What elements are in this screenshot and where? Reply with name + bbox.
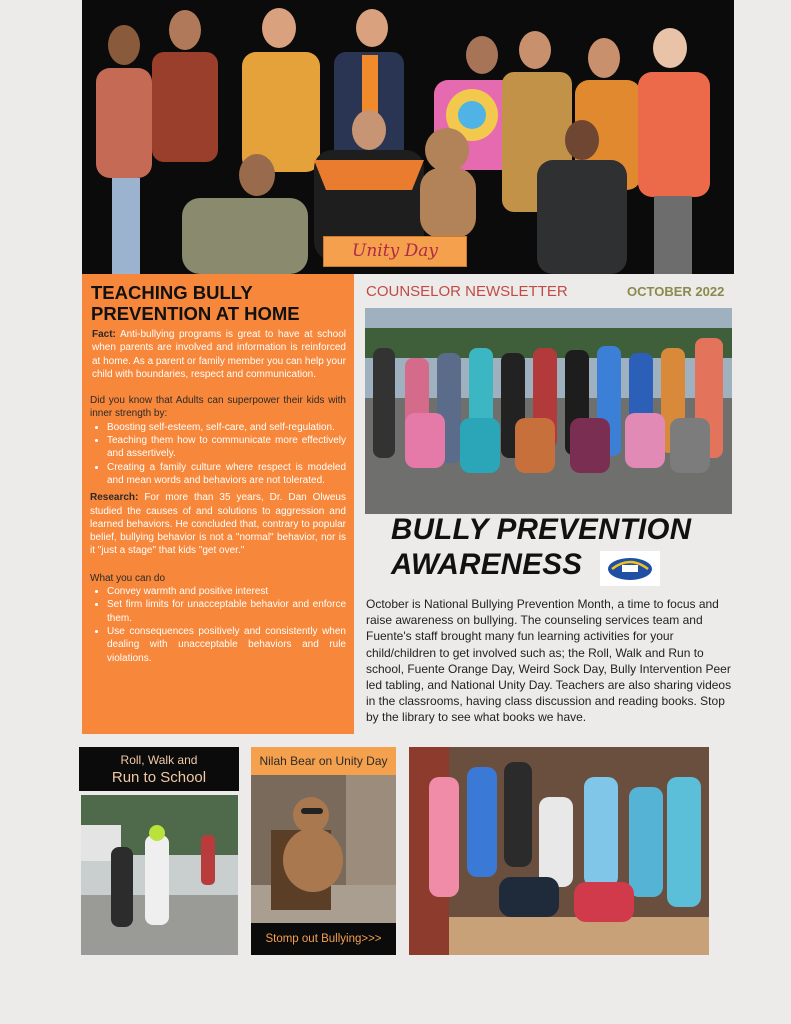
research-paragraph xyxy=(90,491,346,557)
awareness-body: October is National Bullying Prevention Month, a time to focus and raise awareness on bullying. The counseling services team and Fuente's staff brought many fun learning activities for your child/children to get involved such as; the Roll, Walk and Run to school, Fuente Orange Day, Weird Sock Day, Bully Intervention Peer led tabling, and National Unity Day. Teachers are also sharing videos in the classrooms, having class discussion and reading books. Stop by the library to see what books we have. xyxy=(366,597,732,725)
staff-group-photo xyxy=(82,0,734,274)
list-item: • Creating a family culture where respect is modeled and mean words and behaviors are not tolerated. xyxy=(107,461,346,488)
list-item: • Boosting self-esteem, self-care, and self-regulation. xyxy=(107,421,346,434)
superpower-list xyxy=(90,421,346,487)
roll-walk-run-photo xyxy=(81,795,238,955)
fact-text: Anti-bullying programs is great to have at school when parents are involved and information is reinforced at home. As a parent or family member you can help your child with boundaries, respect and communication. xyxy=(92,329,347,380)
nilah-bear-photo xyxy=(251,775,396,923)
awareness-title-line1: BULLY PREVENTION xyxy=(391,513,692,546)
list-item: • Set firm limits for unacceptable behavior and enforce them. xyxy=(107,598,346,625)
school-logo-icon xyxy=(600,551,660,586)
research-text: For more than 35 years, Dr. Dan Olweus studied the causes of and solutions to aggression and learned behaviors. He concluded that, contrary to popular belief, bullying behavior is not a "normal" behavior, nor is it "just a stage" that kids "get over." xyxy=(90,492,346,557)
did-you-know: Did you know that Adults can superpower their kids with inner strength by: xyxy=(90,395,346,420)
research-label: Research: xyxy=(90,492,139,504)
weird-sock-day-photo xyxy=(409,747,709,955)
left-title-line2: PREVENTION AT HOME xyxy=(91,303,300,324)
roll-walk-run-caption xyxy=(79,747,239,791)
awareness-title-line2: AWARENESS xyxy=(391,548,583,581)
left-title-line1: TEACHING BULLY xyxy=(91,282,253,303)
list-item: • Teaching them how to communicate more effectively and assertively. xyxy=(107,434,346,461)
list-item: • Convey warmth and positive interest xyxy=(107,585,346,598)
what-you-can-do: What you can do xyxy=(90,572,166,584)
list-item: • Use consequences positively and consistently when dealing with unacceptable behaviors and rule violations. xyxy=(107,625,346,665)
fact-label: Fact: xyxy=(92,329,116,340)
unity-day-banner: Unity Day xyxy=(323,236,467,267)
roll-caption-line1: Roll, Walk and xyxy=(120,753,198,767)
fact-paragraph xyxy=(90,328,346,381)
teaching-bully-prevention-box xyxy=(82,274,354,734)
stomp-out-bullying-caption: Stomp out Bullying>>> xyxy=(251,923,396,955)
left-box-title xyxy=(91,282,346,324)
students-group-photo xyxy=(365,308,732,514)
newsletter-date: OCTOBER 2022 xyxy=(627,284,725,299)
roll-caption-line2: Run to School xyxy=(111,769,207,786)
action-list xyxy=(90,585,346,665)
nilah-bear-caption: Nilah Bear on Unity Day xyxy=(251,747,396,775)
newsletter-title: COUNSELOR NEWSLETTER xyxy=(366,283,568,300)
